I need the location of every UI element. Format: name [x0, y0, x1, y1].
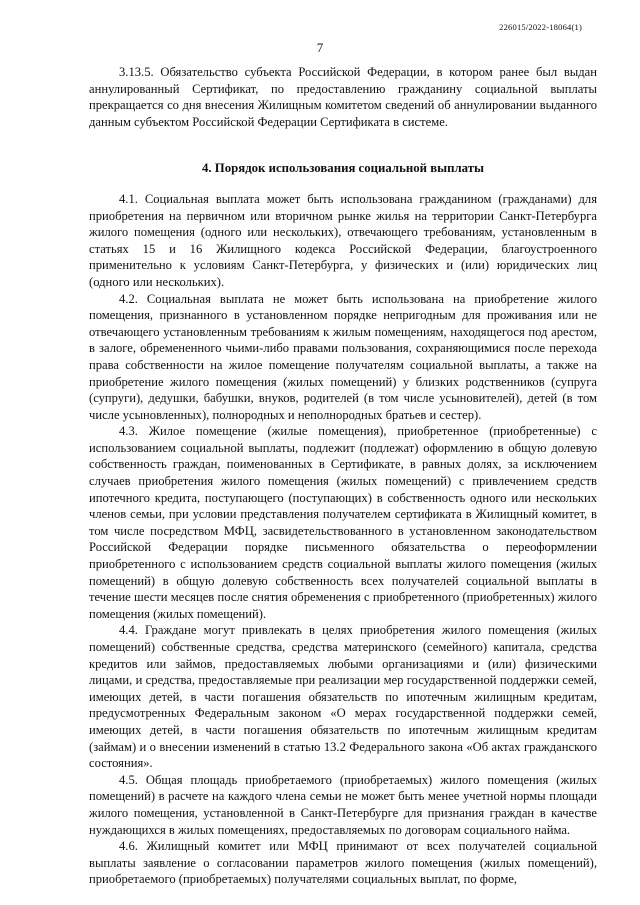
- paragraph-4-5: 4.5. Общая площадь приобретаемого (приобретаемых) жилого помещения (жилых помещений) в расчете на каждого члена семьи не может быть менее учетной нормы площади жилого помещения, установленной в Санкт-Петербурге для признания граждан в качестве нуждающихся в жилых помещениях, предоставляемых по договорам социального найма.: [89, 772, 597, 837]
- page-number: 7: [316, 40, 324, 55]
- section-heading: 4. Порядок использования социальной выплаты: [202, 161, 484, 176]
- paragraph-4-6: 4.6. Жилищный комитет или МФЦ принимают от всех получателей социальной выплаты заявление о согласовании параметров жилого помещения (жилых помещений), приобретаемого (приобретаемых) получателями социальных выплат, по форме,: [89, 839, 597, 887]
- paragraph-3-13-5: 3.13.5. Обязательство субъекта Российской Федерации, в котором ранее был выдан аннулированный Сертификат, по предоставлению гражданину социальной выплаты прекращается со дня внесения Жилищным комитетом сведений об аннулировании выданного данным субъектом Российской Федерации Сертификата в системе.: [89, 65, 597, 129]
- paragraph-4-3: 4.3. Жилое помещение (жилые помещения), приобретенное (приобретенные) с использованием социальной выплаты, подлежит (подлежат) оформлению в общую долевую собственность граждан, поименованных в Сертификате, в равных долях, за исключением случаев приобретения жилого помещения (жилых помещений) с привлечением средств ипотечного кредита, поступающего (поступающих) в собственность одного или нескольких членов семьи, при условии представления получателем сертификата в Жилищный комитет, в том числе посредством МФЦ, засвидетельствованного в установленном законодательством Российской Федерации порядке письменного обязательства о переоформлении приобретенного с использованием средств социальной выплаты жилого помещения (жилых помещений) в общую долевую собственность всех получателей социальной выплаты в течение шести месяцев после снятия обременения с приобретенного (приобретенных) жилого помещения (жилых помещений).: [89, 424, 597, 621]
- document-body: [89, 64, 597, 888]
- paragraph-4-1: 4.1. Социальная выплата может быть использована гражданином (гражданами) для приобретения на первичном или вторичном рынке жилья на территории Санкт-Петербурга жилого помещения (одного или нескольких), отвечающего требованиям, установленным в статьях 15 и 16 Жилищного кодекса Российской Федерации, благоустроенного применительно к условиям Санкт-Петербурга, у физических и (или) юридических лиц (одного или нескольких).: [89, 191, 597, 289]
- paragraph-4-4: 4.4. Граждане могут привлекать в целях приобретения жилого помещения (жилых помещений) собственные средства, средства материнского (семейного) капитала, средства кредитов или займов, предоставляемых любыми организациями и (или) физическими лицами, и средства, предоставляемые при реализации мер государственной поддержки семей, имеющих детей, в части погашения обязательств по ипотечным жилищным кредитам, предусмотренных Федеральным законом «О мерах государственной поддержки семей, имеющих детей, в части погашения обязательств по ипотечным жилищным кредитам (займам) и о внесении изменений в статью 13.2 Федерального закона «Об актах гражданского состояния».: [89, 623, 597, 771]
- document-id: 226015/2022-18064(1): [499, 22, 582, 32]
- paragraph-4-2: 4.2. Социальная выплата не может быть использована на приобретение жилого помещения, признанного в установленном порядке непригодным для проживания или не отвечающего установленным требованиям к жилым помещениям, находящегося под арестом, в залоге, обремененного чьими-либо правами пользования, сохраняющимися после перехода права собственности на жилое помещение получателям социальной выплаты, а также на приобретение жилого помещения (жилых помещений) у близких родственников (супруга (супруги), дедушки, бабушки, внуков, родителей (в том числе усыновителей), детей (в том числе усыновленных), полнородных и неполнородных братьев и сестер).: [89, 291, 597, 422]
